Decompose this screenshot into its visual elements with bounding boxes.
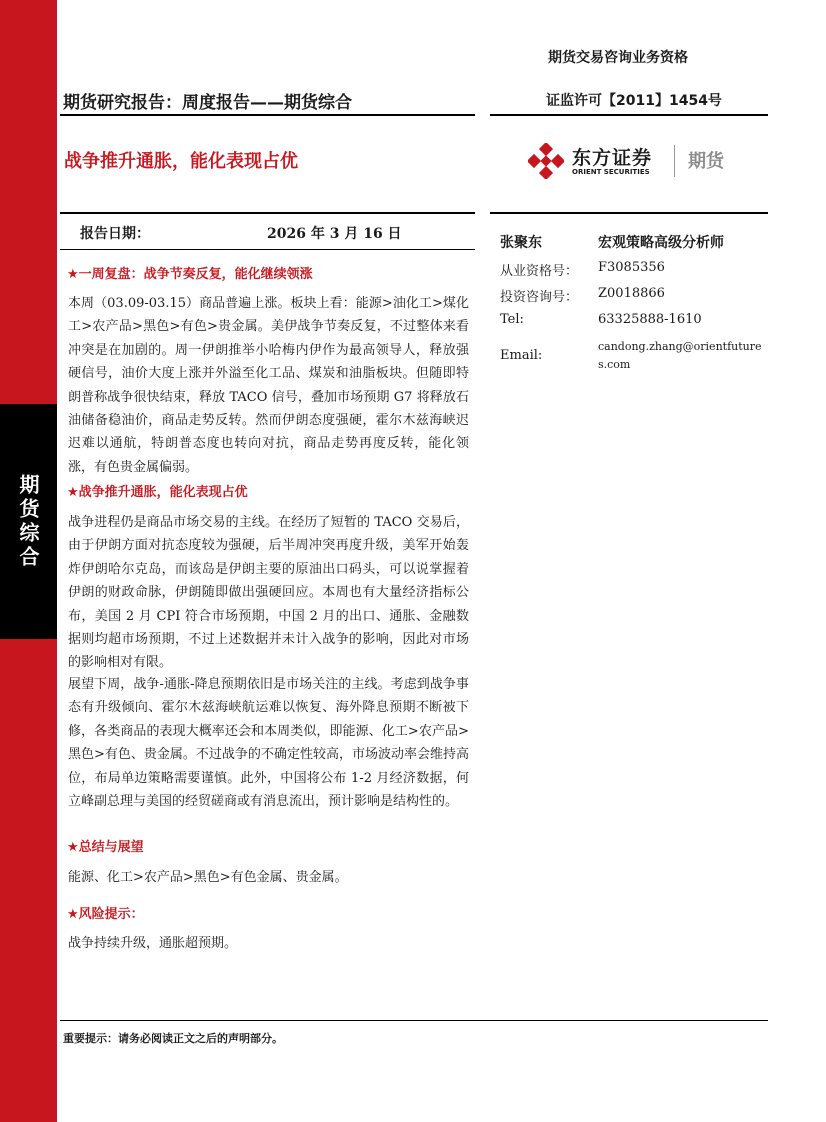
paragraph-inflation-1: 战争进程仍是商品市场交易的主线。在经历了短暂的 TACO 交易后，由于伊朗方面对抗态度较为强硬，后半周冲突再度升级，美军开始轰炸伊朗哈尔克岛，而该岛是伊朗主要的原油出口码头，可以说掌握着伊朗的财政命脉，伊朗随即做出强硬回应。本周也有大量经济指标公布，美国 2 月 CPI 符合市场预期，中国 2 月的出口、通胀、金融数据则均超市场预期，不过上述数据并未计入战争的影响，因此对市场的影响相对有限。 [68, 515, 469, 671]
date-rule [60, 249, 475, 250]
analyst-field-row [500, 312, 770, 338]
analyst-field-row [500, 286, 770, 312]
section-heading-inflation: ★战争推升通胀，能化表现占优 [67, 485, 248, 500]
analyst-field-value: Z0018866 [598, 286, 665, 301]
license-text: 证监许可【2011】1454号 [546, 93, 722, 109]
qualification-text: 期货交易咨询业务资格 [548, 50, 688, 66]
paragraph-summary: 能源、化工>农产品>黑色>有色金属、贵金属。 [68, 870, 348, 885]
paragraph-review: 本周（03.09-03.15）商品普遍上涨。板块上看：能源>油化工>煤化工>农产品>黑色>有色>贵金属。美伊战争节奏反复，不过整体来看冲突是在加剧的。周一伊朗推举小哈梅内伊作为最高领导人，释放强硬信号，油价大度上涨并外溢至化工品、煤炭和油脂板块。但随即特朗普称战争很快结束，释放 TACO 信号，叠加市场预期 G7 将释放石油储备稳油价，商品走势反转。然而伊朗态度强硬，霍尔木兹海峡迟迟难以通航，特朗普态度也转向对抗，商品走势再度反转，能化领涨，有色贵金属偏弱。 [68, 296, 469, 475]
logo-division: 期货 [688, 151, 724, 172]
logo-mark-icon [528, 143, 564, 179]
side-category-tab [0, 404, 57, 639]
title-rule-left [60, 212, 475, 214]
logo-english-name: ORIENT SECURITIES [572, 168, 650, 176]
analyst-field-value: F3085356 [598, 260, 665, 275]
analyst-name-row [500, 232, 770, 260]
logo-separator [674, 145, 675, 177]
report-title: 战争推升通胀，能化表现占优 [64, 151, 298, 172]
side-tab-label: 期货综合 [16, 473, 40, 570]
header-rule-right [490, 114, 768, 116]
analyst-name: 张聚东 [500, 235, 542, 251]
section-heading-risk: ★风险提示： [67, 907, 144, 922]
report-type: 期货研究报告：周度报告——期货综合 [63, 93, 352, 113]
analyst-title: 宏观策略高级分析师 [598, 235, 724, 251]
analyst-email-link[interactable]: candong.zhang@orientfutures.com [598, 340, 762, 371]
paragraph-risk: 战争持续升级，通胀超预期。 [68, 936, 238, 951]
footer-disclaimer-note: 重要提示：请务必阅读正文之后的声明部分。 [63, 1032, 283, 1045]
title-rule-right [490, 212, 768, 214]
analyst-email-row [500, 338, 770, 378]
report-date-value: 2026 年 3 月 16 日 [267, 226, 402, 242]
analyst-field-label: Email: [500, 348, 543, 363]
analyst-field-value: 63325888-1610 [598, 312, 702, 327]
analyst-field-label: 投资咨询号： [500, 290, 579, 305]
logo-chinese-name: 东方证券 [572, 147, 653, 169]
footer-rule [60, 1020, 768, 1021]
analyst-info [500, 232, 770, 378]
paragraph-inflation-2: 展望下周，战争-通胀-降息预期依旧是市场关注的主线。考虑到战争事态有升级倾向、霍尔木兹海峡航运难以恢复、海外降息预期不断被下修，各类商品的表现大概率还会和本周类似，即能源、化工>农产品>黑色>有色、贵金属。不过战争的不确定性较高，市场波动率会维持高位，布局单边策略需要谨慎。此外，中国将公布 1-2 月经济数据，何立峰副总理与美国的经贸磋商或有消息流出，预计影响是结构性的。 [68, 677, 469, 810]
analyst-field-label: 从业资格号： [500, 264, 579, 279]
section-heading-summary: ★总结与展望 [67, 840, 144, 855]
header-rule-left [60, 114, 475, 116]
section-heading-review: ★一周复盘：战争节奏反复，能化继续领涨 [67, 267, 313, 282]
analyst-field-row [500, 260, 770, 286]
report-date-label: 报告日期： [80, 226, 150, 242]
company-logo [528, 143, 768, 179]
analyst-field-label: Tel: [500, 312, 524, 327]
